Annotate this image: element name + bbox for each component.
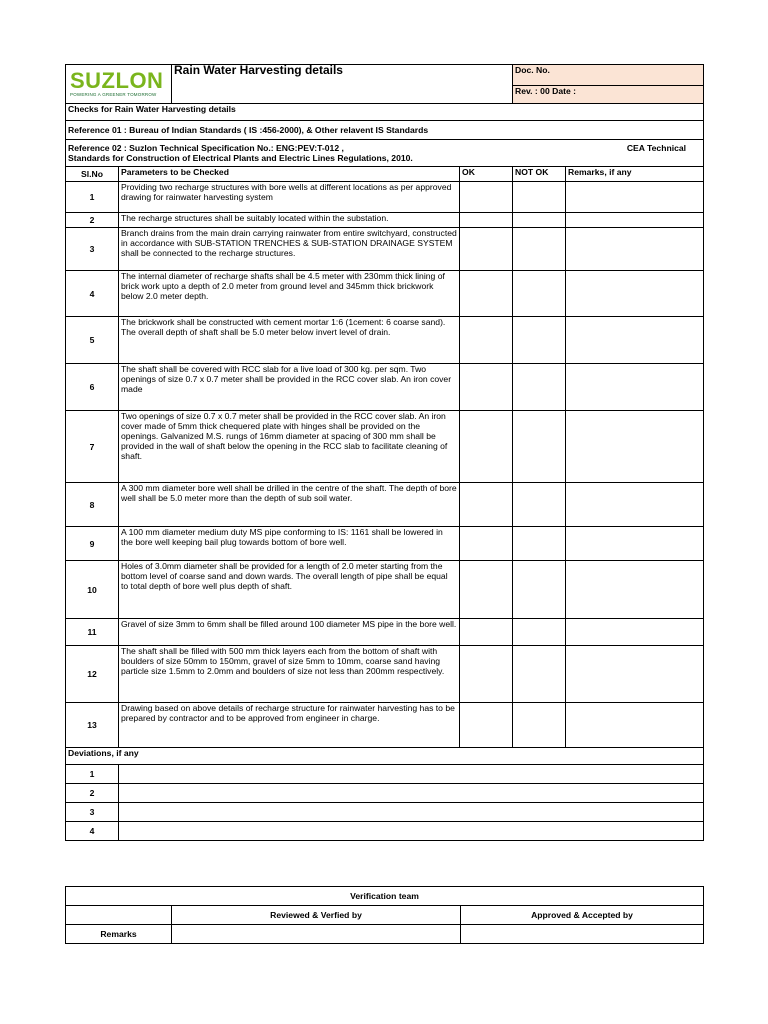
not-ok-cell[interactable] — [513, 411, 566, 483]
not-ok-cell[interactable] — [513, 182, 566, 213]
remarks-cell[interactable] — [566, 483, 704, 527]
ok-cell[interactable] — [460, 213, 513, 228]
row-number: 1 — [66, 182, 119, 213]
column-header-parameters: Parameters to be Checked — [119, 167, 460, 182]
ok-cell[interactable] — [460, 703, 513, 748]
deviation-field[interactable] — [119, 822, 704, 841]
document-title: Rain Water Harvesting details — [172, 65, 513, 104]
deviation-row — [66, 765, 704, 784]
row-parameter: Providing two recharge structures with bore wells at different locations as per approved drawing for rainwater harvesting system — [119, 182, 460, 213]
approved-remarks-field[interactable] — [461, 925, 704, 944]
remarks-cell[interactable] — [566, 317, 704, 364]
table-row — [66, 213, 704, 228]
remarks-cell[interactable] — [566, 182, 704, 213]
verification-title: Verification team — [66, 887, 704, 906]
ok-cell[interactable] — [460, 228, 513, 271]
logo-tagline: POWERING A GREENER TOMORROW — [70, 92, 157, 97]
not-ok-cell[interactable] — [513, 703, 566, 748]
row-number: 12 — [66, 646, 119, 703]
ok-cell[interactable] — [460, 619, 513, 646]
table-row — [66, 483, 704, 527]
ok-cell[interactable] — [460, 527, 513, 561]
reviewed-remarks-field[interactable] — [172, 925, 461, 944]
reference-01: Reference 01 : Bureau of Indian Standards ( IS :456-2000), & Other relavent IS Standards — [66, 121, 704, 140]
deviations-title: Deviations, if any — [66, 748, 704, 765]
column-header-slno: Sl.No — [66, 167, 119, 182]
not-ok-cell[interactable] — [513, 228, 566, 271]
deviation-field[interactable] — [119, 784, 704, 803]
reference-02 — [66, 140, 704, 167]
deviation-row — [66, 803, 704, 822]
row-parameter: Two openings of size 0.7 x 0.7 meter shall be provided in the RCC cover slab. An iron cover made of 5mm thick chequered plate with hinges shall be provided on the openings. Galvanized M.S. rungs of 16mm diameter at spacing of 300 mm shall be provided in the wall of shaft below the opening in the RCC slab to facilitate cleaning of shaft. — [119, 411, 460, 483]
not-ok-cell[interactable] — [513, 364, 566, 411]
remarks-cell[interactable] — [566, 228, 704, 271]
approved-by-label: Approved & Accepted by — [461, 906, 704, 925]
column-header-not-ok: NOT OK — [513, 167, 566, 182]
table-row — [66, 411, 704, 483]
row-number: 13 — [66, 703, 119, 748]
ok-cell[interactable] — [460, 483, 513, 527]
logo-wordmark: SUZLON — [70, 68, 164, 93]
reference-02-line2: Standards for Construction of Electrical Plants and Electric Lines Regulations, 2010. — [68, 153, 413, 163]
deviation-field[interactable] — [119, 803, 704, 822]
table-row — [66, 271, 704, 317]
row-parameter: The shaft shall be filled with 500 mm thick layers each from the bottom of shaft with boulders of size 50mm to 150mm, gravel of size 5mm to 10mm, coarse sand having particle size 1.5mm to 2.0mm and boulders of size not less than 200mm respectively. — [119, 646, 460, 703]
ok-cell[interactable] — [460, 317, 513, 364]
remarks-cell[interactable] — [566, 213, 704, 228]
table-row — [66, 527, 704, 561]
row-number: 4 — [66, 271, 119, 317]
table-row — [66, 619, 704, 646]
deviation-field[interactable] — [119, 765, 704, 784]
verification-blank-cell — [66, 906, 172, 925]
column-header-ok: OK — [460, 167, 513, 182]
ok-cell[interactable] — [460, 364, 513, 411]
row-parameter: A 300 mm diameter bore well shall be drilled in the centre of the shaft. The depth of bore well shall be 5.0 meter more than the depth of sub soil water. — [119, 483, 460, 527]
remarks-cell[interactable] — [566, 561, 704, 619]
ok-cell[interactable] — [460, 646, 513, 703]
doc-no-field[interactable]: Doc. No. — [513, 65, 704, 86]
table-row — [66, 703, 704, 748]
not-ok-cell[interactable] — [513, 213, 566, 228]
row-parameter: Branch drains from the main drain carrying rainwater from entire switchyard, constructed in accordance with SUB-STATION TRENCHES & SUB-STATION DRAINAGE SYSTEM shall be connected to the recharge structures. — [119, 228, 460, 271]
remarks-cell[interactable] — [566, 271, 704, 317]
ok-cell[interactable] — [460, 182, 513, 213]
checklist-table — [65, 64, 704, 841]
row-number: 11 — [66, 619, 119, 646]
remarks-label: Remarks — [66, 925, 172, 944]
checks-title: Checks for Rain Water Harvesting details — [66, 104, 704, 121]
table-row — [66, 364, 704, 411]
not-ok-cell[interactable] — [513, 271, 566, 317]
row-parameter: Drawing based on above details of recharge structure for rainwater harvesting has to be prepared by contractor and to be approved from engineer in charge. — [119, 703, 460, 748]
not-ok-cell[interactable] — [513, 317, 566, 364]
not-ok-cell[interactable] — [513, 646, 566, 703]
row-number: 3 — [66, 228, 119, 271]
row-parameter: The recharge structures shall be suitably located within the substation. — [119, 213, 460, 228]
table-row — [66, 228, 704, 271]
reference-02-line1: Reference 02 : Suzlon Technical Specification No.: ENG:PEV:T-012 , — [68, 143, 344, 153]
row-number: 9 — [66, 527, 119, 561]
row-number: 7 — [66, 411, 119, 483]
reviewed-by-label: Reviewed & Verfied by — [172, 906, 461, 925]
table-row — [66, 561, 704, 619]
row-parameter: A 100 mm diameter medium duty MS pipe conforming to IS: 1161 shall be lowered in the bore well keeping bail plug towards bottom of bore well. — [119, 527, 460, 561]
remarks-cell[interactable] — [566, 703, 704, 748]
row-number: 6 — [66, 364, 119, 411]
revision-date-field[interactable]: Rev. : 00 Date : — [513, 86, 704, 104]
verification-table — [65, 886, 704, 944]
not-ok-cell[interactable] — [513, 561, 566, 619]
deviation-number: 1 — [66, 765, 119, 784]
reference-02-right: CEA Technical — [626, 143, 687, 153]
deviation-number: 2 — [66, 784, 119, 803]
ok-cell[interactable] — [460, 271, 513, 317]
row-parameter: Holes of 3.0mm diameter shall be provided for a length of 2.0 meter starting from the bottom level of coarse sand and down wards. The overall length of pipe shall be equal to total depth of bore well plus depth of shaft. — [119, 561, 460, 619]
remarks-cell[interactable] — [566, 646, 704, 703]
ok-cell[interactable] — [460, 561, 513, 619]
row-parameter: The internal diameter of recharge shafts shall be 4.5 meter with 230mm thick lining of brick work upto a depth of 2.0 meter from ground level and 345mm thick brickwork below 2.0 meter depth. — [119, 271, 460, 317]
remarks-cell[interactable] — [566, 619, 704, 646]
row-parameter: The shaft shall be covered with RCC slab for a live load of 300 kg. per sqm. Two openings of size 0.7 x 0.7 meter shall be provided in the RCC cover slab. An iron cover made — [119, 364, 460, 411]
deviation-number: 3 — [66, 803, 119, 822]
not-ok-cell[interactable] — [513, 483, 566, 527]
row-number: 8 — [66, 483, 119, 527]
row-parameter: The brickwork shall be constructed with cement mortar 1:6 (1cement: 6 coarse sand). The overall depth of shaft shall be 5.0 meter below invert level of drain. — [119, 317, 460, 364]
deviation-row — [66, 822, 704, 841]
logo — [66, 65, 172, 104]
row-number: 10 — [66, 561, 119, 619]
not-ok-cell[interactable] — [513, 619, 566, 646]
column-header-remarks: Remarks, if any — [566, 167, 704, 182]
table-row — [66, 317, 704, 364]
table-row — [66, 182, 704, 213]
remarks-cell[interactable] — [566, 411, 704, 483]
row-number: 5 — [66, 317, 119, 364]
deviation-row — [66, 784, 704, 803]
deviation-number: 4 — [66, 822, 119, 841]
not-ok-cell[interactable] — [513, 527, 566, 561]
table-row — [66, 646, 704, 703]
ok-cell[interactable] — [460, 411, 513, 483]
remarks-cell[interactable] — [566, 364, 704, 411]
row-parameter: Gravel of size 3mm to 6mm shall be filled around 100 diameter MS pipe in the bore well. — [119, 619, 460, 646]
row-number: 2 — [66, 213, 119, 228]
remarks-cell[interactable] — [566, 527, 704, 561]
